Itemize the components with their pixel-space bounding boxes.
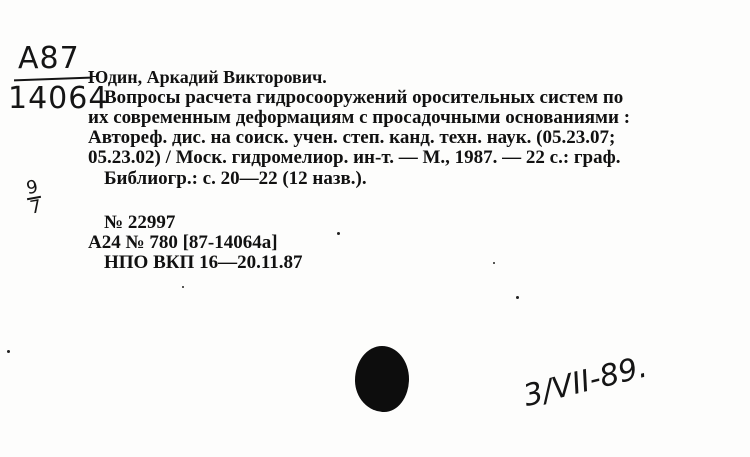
ink-speck <box>493 262 495 264</box>
registry-a24: А24 № 780 [87-14064а] <box>88 232 278 253</box>
title-line-2: их современным деформациям с просадочными основаниями : <box>88 107 631 128</box>
fraction-top: 9 <box>24 176 40 199</box>
handwritten-date: 3/VII-89. <box>520 349 651 414</box>
title-line-1: Вопросы расчета гидросооружений оросительных систем по <box>104 87 624 108</box>
ink-speck <box>182 286 184 288</box>
fraction-bottom: 7 <box>28 196 44 219</box>
handwritten-fraction <box>24 176 44 219</box>
registry-npo: НПО ВКП 16—20.11.87 <box>104 252 303 273</box>
bibliography-note: Библиогр.: с. 20—22 (12 назв.). <box>104 168 367 189</box>
ink-speck <box>516 296 519 299</box>
ink-speck <box>337 232 340 235</box>
handwritten-number: 14064 <box>8 81 109 116</box>
ink-speck <box>7 350 10 353</box>
handwritten-shelfmark: A87 <box>18 41 80 76</box>
registry-number: № 22997 <box>104 212 176 233</box>
ink-blot <box>355 346 409 412</box>
title-line-4: 05.23.02) / Моск. гидромелиор. ин-т. — М., 1987. — 22 с.: граф. <box>88 147 621 168</box>
title-line-3: Автореф. дис. на соиск. учен. степ. канд. техн. наук. (05.23.07; <box>88 127 616 148</box>
author-heading: Юдин, Аркадий Викторович. <box>88 67 327 87</box>
